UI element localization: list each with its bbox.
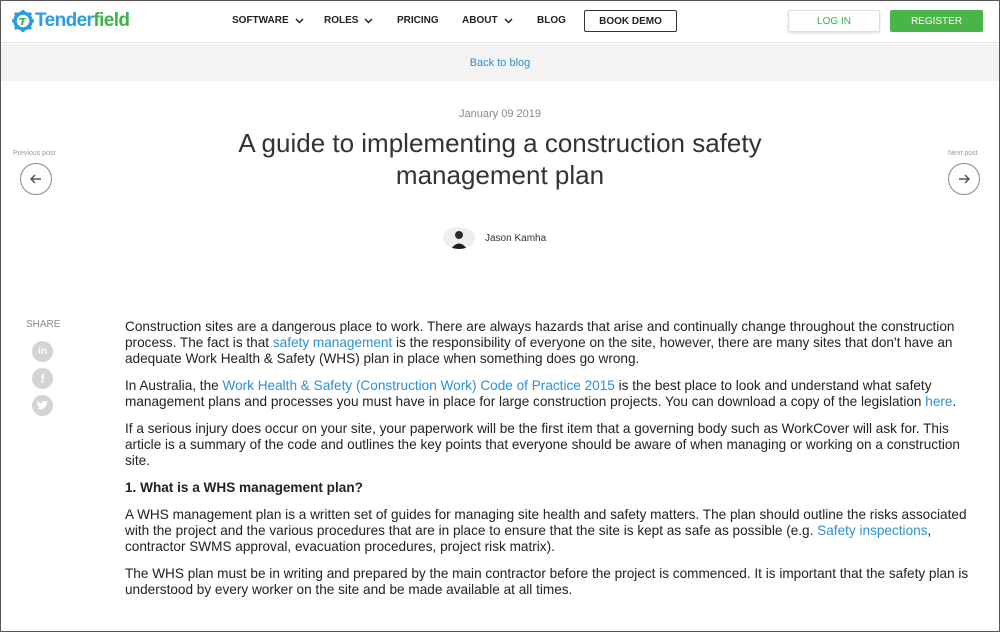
paragraph-5: The WHS plan must be in writing and prepared by the main contractor before the project is commenced. It is important that the safety plan is understood by every worker on the site and be made available at all times. [125, 566, 969, 597]
previous-post-label: Previous post [13, 150, 56, 157]
chevron-down-icon [504, 18, 513, 24]
register-button[interactable]: REGISTER [890, 10, 983, 32]
nav-about[interactable] [462, 15, 513, 26]
nav-blog-label: BLOG [537, 15, 566, 26]
nav-roles[interactable] [324, 15, 373, 26]
top-navbar [1, 1, 999, 43]
code-of-practice-link[interactable]: Work Health & Safety (Construction Work) Code of Practice 2015 [222, 378, 615, 393]
paragraph-3: If a serious injury does occur on your site, your paperwork will be the first item that a governing body such as WorkCover will ask for. This article is a summary of the code and outlines the key points that everyone should be aware of when managing or working on a construction site. [125, 421, 960, 468]
paragraph-1 [125, 319, 980, 367]
gear-logo-icon [12, 10, 34, 32]
avatar [443, 227, 475, 249]
next-post-label: Next post [948, 150, 978, 157]
logo-prefix: Tender [35, 10, 94, 31]
post-title: A guide to implementing a construction safety management plan [238, 128, 762, 190]
twitter-bird-glyph [37, 401, 48, 410]
safety-management-link[interactable]: safety management [272, 335, 393, 350]
next-post-button[interactable] [948, 163, 980, 195]
login-button[interactable]: LOG IN [788, 10, 880, 32]
article-body [125, 319, 980, 609]
nav-blog[interactable] [537, 15, 566, 26]
nav-roles-label: ROLES [324, 15, 359, 26]
author-photo-icon [443, 227, 475, 249]
safety-inspections-link[interactable]: Safety inspections [817, 523, 928, 538]
paragraph-2 [125, 378, 980, 410]
arrow-left-icon [29, 172, 43, 186]
logo-suffix: field [93, 10, 130, 31]
paragraph-1-text-b: is the responsibility of everyone on the site, however, there are many sites that don't have an adequate Work Health & Safety (WHS) plan in place when something does go wrong. [125, 335, 953, 366]
paragraph-1-text-a: Construction sites are a dangerous place to work. There are always hazards that arise and continually change throughout the construction process. The fact is that [125, 319, 955, 350]
nav-software-label: SOFTWARE [232, 15, 289, 26]
section-heading-1: 1. What is a WHS management plan? [125, 480, 363, 495]
chevron-down-icon [295, 18, 304, 24]
nav-pricing[interactable] [397, 15, 439, 26]
previous-post-button[interactable] [20, 163, 52, 195]
paragraph-4 [125, 507, 980, 555]
tenderfield-logo[interactable] [12, 9, 129, 33]
paragraph-2-text-b: is the best place to look and understand what safety management plans and processes you must have in place for large construction projects. You can download a copy of the legislation [125, 378, 932, 409]
back-bar [1, 44, 999, 81]
linkedin-icon[interactable]: in [32, 341, 53, 362]
twitter-icon[interactable] [32, 395, 53, 416]
paragraph-2-text-a: In Australia, the [125, 378, 223, 393]
paragraph-4-text-a: A WHS management plan is a written set of guides for managing site health and safety matters. The plan should outline the risks associated with the project and the various procedures that are in place to ensure that the site is kept as safe as possible (e.g. [125, 507, 967, 538]
nav-about-label: ABOUT [462, 15, 498, 26]
author-block [443, 227, 546, 249]
logo-wordmark [35, 10, 129, 32]
arrow-right-icon [957, 172, 971, 186]
legislation-here-link[interactable]: here [925, 394, 953, 409]
paragraph-2-text-c: . [952, 394, 957, 409]
post-date: January 09 2019 [459, 108, 541, 120]
facebook-icon[interactable]: f [32, 368, 53, 389]
share-label: SHARE [26, 319, 61, 330]
book-demo-button[interactable]: BOOK DEMO [584, 10, 677, 32]
author-name[interactable]: Jason Kamha [485, 232, 547, 244]
paragraph-4-text-b: , contractor SWMS approval, evacuation procedures, project risk matrix). [125, 523, 932, 554]
nav-pricing-label: PRICING [397, 15, 439, 26]
chevron-down-icon [364, 18, 373, 24]
back-to-blog-link[interactable]: Back to blog [469, 56, 531, 69]
nav-software[interactable] [232, 15, 304, 26]
